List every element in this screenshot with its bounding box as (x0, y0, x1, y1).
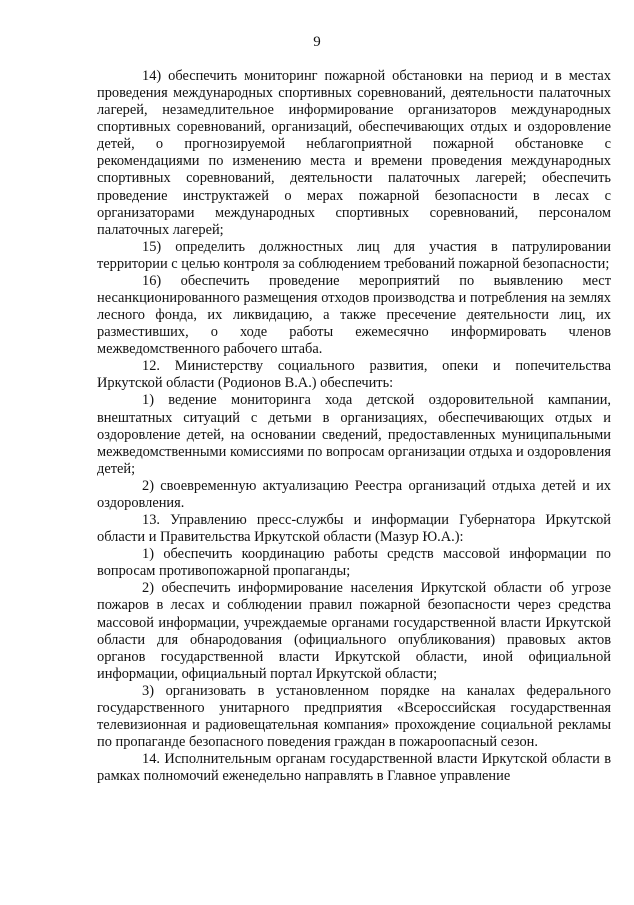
paragraph-item-16: 16) обеспечить проведение мероприятий по выявлению мест несанкционированного размещения отходов производства и потребления на землях лесного фонда, их ликвидацию, а также пресечение деятельности лиц, их разместивших, о ходе работы ежемесячно информировать членов межведомственного рабочего штаба. (97, 272, 611, 358)
paragraph-section-14: 14. Исполнительным органам государственной власти Иркутской области в рамках полномочий еженедельно направлять в Главное управление (97, 751, 611, 785)
paragraph-section-13-item-3: 3) организовать в установленном порядке на каналах федерального государственного унитарного предприятия «Всероссийская государственная телевизионная и радиовещательная компания» прохождение социальной рекламы по пропаганде безопасного поведения граждан в пожароопасный сезон. (97, 682, 611, 751)
paragraph-item-14: 14) обеспечить мониторинг пожарной обстановки на период и в местах проведения международных спортивных соревнований, деятельности палаточных лагерей, незамедлительное информирование организаторов международных спортивных соревнований, организаций, обеспечивающих отдых и оздоровление детей, о прогнозируемой неблагоприятной пожарной обстановке с рекомендациями по изменению места и времени проведения международных спортивных соревнований, деятельности палаточных лагерей; обеспечить проведение инструктажей о мерах пожарной безопасности в лесах с организаторами международных спортивных соревнований, персоналом палаточных лагерей; (97, 68, 611, 238)
document-body (97, 68, 611, 785)
paragraph-section-13-item-2: 2) обеспечить информирование населения Иркутской области об угрозе пожаров в лесах и соблюдении правил пожарной безопасности через средства массовой информации, учреждаемые органами государственной власти Иркутской области для обнародования (официального опубликования) правовых актов органов государственной власти Иркутской области, иной официальной информации, официальный портал Иркутской области; (97, 580, 611, 682)
paragraph-section-12-item-2: 2) своевременную актуализацию Реестра организаций отдыха детей и их оздоровления. (97, 477, 611, 511)
paragraph-section-13-item-1: 1) обеспечить координацию работы средств массовой информации по вопросам противопожарной пропаганды; (97, 546, 611, 580)
paragraph-section-13: 13. Управлению пресс-службы и информации Губернатора Иркутской области и Правительства Иркутской области (Мазур Ю.А.): (97, 512, 611, 546)
paragraph-item-15: 15) определить должностных лиц для участия в патрулировании территории с целью контроля за соблюдением требований пожарной безопасности; (97, 238, 611, 272)
page-number: 9 (313, 34, 321, 50)
paragraph-section-12: 12. Министерству социального развития, опеки и попечительства Иркутской области (Родионов В.А.) обеспечить: (97, 358, 611, 392)
paragraph-section-12-item-1: 1) ведение мониторинга хода детской оздоровительной кампании, внештатных ситуаций с детьми в организациях, обеспечивающих отдых и оздоровление детей, на основании сведений, предоставленных муниципальными межведомственными комиссиями по вопросам организации отдыха и оздоровления детей; (97, 392, 611, 477)
